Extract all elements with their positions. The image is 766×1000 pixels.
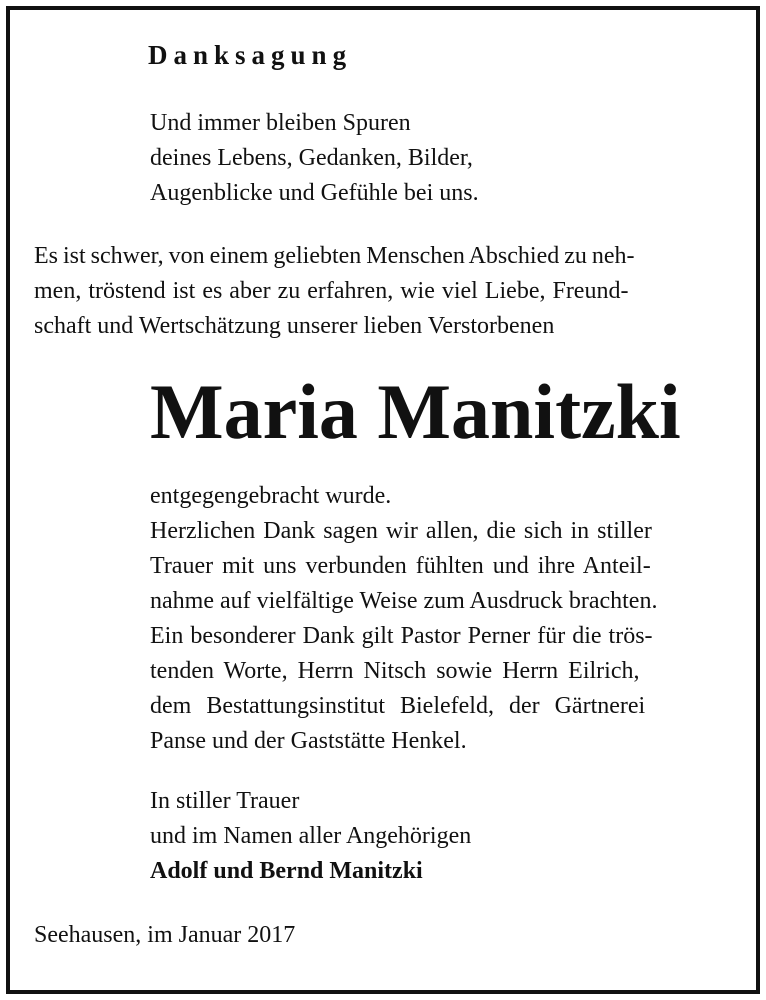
verse-line: deines Lebens, Gedanken, Bilder, (150, 145, 473, 171)
closing-line: und im Namen aller Angehörigen (150, 823, 472, 849)
intro-paragraph (34, 239, 635, 344)
closing-line: In stiller Trauer (150, 788, 300, 814)
notice-title: Danksagung (148, 40, 353, 70)
thanks-line: Ein besonderer Dank gilt Pastor Perner für die trös- (150, 623, 653, 649)
intro-line: schaft und Wertschätzung unserer lieben Verstorbenen (34, 313, 555, 339)
verse-line: Und immer bleiben Spuren (150, 110, 411, 136)
intro-line: Es ist schwer, von einem geliebten Menschen Abschied zu neh- (34, 243, 635, 269)
thanks-paragraph (150, 479, 657, 759)
signers: Adolf und Bernd Manitzki (150, 858, 423, 884)
place-date: Seehausen, im Januar 2017 (34, 922, 296, 948)
intro-line: men, tröstend ist es aber zu erfahren, wie viel Liebe, Freund- (34, 278, 629, 304)
memorial-verse (150, 106, 479, 211)
verse-line: Augenblicke und Gefühle bei uns. (150, 180, 479, 206)
thanks-line: Herzlichen Dank sagen wir allen, die sich in stiller (150, 518, 652, 544)
thanks-line: dem Bestattungsinstitut Bielefeld, der Gärtnerei (150, 693, 646, 719)
thanks-line: entgegengebracht wurde. (150, 483, 392, 509)
thanks-line: Trauer mit uns verbunden fühlten und ihre Anteil- (150, 553, 651, 579)
deceased-name: Maria Manitzki (150, 368, 681, 455)
thanks-line: Panse und der Gaststätte Henkel. (150, 728, 467, 754)
thanks-line: nahme auf vielfältige Weise zum Ausdruck brachten. (150, 588, 658, 614)
closing-block (150, 784, 471, 889)
thanks-line: tenden Worte, Herrn Nitsch sowie Herrn Eilrich, (150, 658, 640, 684)
